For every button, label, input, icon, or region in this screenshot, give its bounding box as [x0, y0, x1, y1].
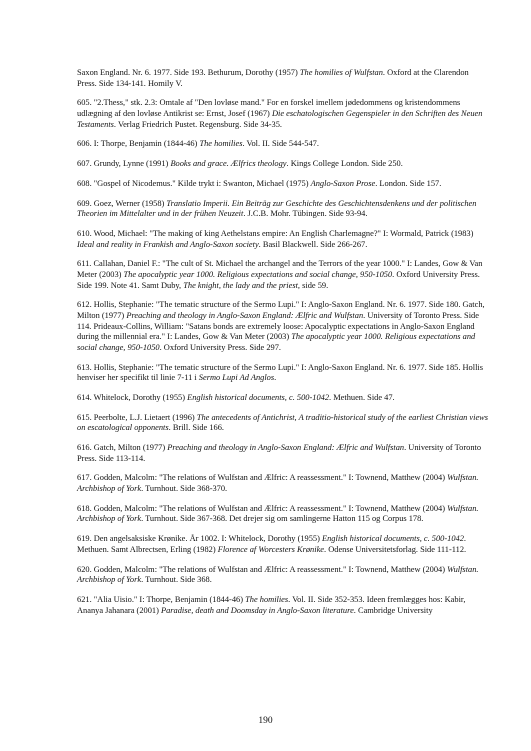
footnote — [77, 300, 489, 353]
footnotes-list — [77, 68, 489, 625]
footnote-text: 617. Godden, Malcolm: "The relations of Wulfstan and Ælfric: A reassessment." I: Townend, Matthew (2004) — [77, 473, 448, 483]
footnote-text: , side 59. — [297, 280, 329, 290]
footnote-text: . London. Side 157. — [375, 178, 442, 188]
footnote-text: . Vol. II. Side 544-547. — [242, 139, 319, 149]
footnote-text: . Turnhout. Side 367-368. Det drejer sig om samlingerne Hatton 115 og Corpus 178. — [141, 514, 424, 524]
footnote-text: 620. Godden, Malcolm: "The relations of Wulfstan and Ælfric: A reassessment." I: Townend, Matthew (2004) — [77, 564, 448, 574]
footnote-text: 615. Peerbolte, L.J. Lietaert (1996) — [77, 412, 197, 422]
footnote-title-italic: The apocalyptic year 1000. Religious expectations and social change, 950-1050 — [123, 270, 393, 280]
footnote-text: . Brill. Side 166. — [168, 423, 225, 433]
footnote-text: 612. Hollis, Stephanie: "The tematic structure of the Sermo Lupi." I: Anglo-Saxon England. Nr. 6. 1977. Side 180. Gatch, Milton (1977) — [77, 300, 485, 320]
footnote-text: 618. Godden, Malcolm: "The relations of Wulfstan and Ælfric: A reassessment." I: Townend, Matthew (2004) — [77, 503, 448, 513]
footnote-title-italic: Translatio Imperii. Ein Beiträg zur Geschichte des Geschichtensdenkens und der politischen Theorien im Mittelalter und in der frühen Neuzeit — [77, 198, 477, 219]
footnote — [77, 199, 489, 220]
footnote — [77, 393, 489, 404]
footnote-text: 619. Den angelsaksiske Krønike. År 1002. I: Whitelock, Dorothy (1955) — [77, 534, 322, 544]
footnote-title-italic: The homilies of Wulfstan — [299, 68, 383, 77]
footnote-text: 610. Wood, Michael: "The making of king Aethelstans empire: An English Charlemagne?" I: Wormald, Patrick (1983) — [77, 229, 474, 239]
footnote-title-italic: The homilies — [199, 139, 243, 149]
footnote-text: . J.C.B. Mohr. Tübingen. Side 93-94. — [243, 209, 368, 219]
footnote-text: . Turnhout. Side 368-370. — [141, 484, 228, 494]
footnote-title-italic: English historical documents, c. 500-1042 — [322, 534, 464, 544]
footnote — [77, 413, 489, 434]
footnote-text: . University of Toronto Press. Side 114. Prideaux-Collins, William: "Satans bonds are extremely loose: Apocalyptic expectations in Anglo-Saxon England during the millennial era." I: Landes, Gow & Van Meter (2003) — [77, 311, 479, 342]
footnote — [77, 473, 489, 494]
footnote — [77, 595, 489, 616]
footnote-text: . Oxford University Press. Side 199. Note 41. Samt Duby, — [77, 270, 480, 290]
footnote-text: . Kings College London. Side 250. — [286, 159, 403, 169]
footnote — [77, 98, 489, 130]
footnote-text: 609. Goez, Werner (1958) — [77, 198, 167, 208]
footnote-text: 621. "Alia Uisio." I: Thorpe, Benjamin (1844-46) — [77, 594, 246, 604]
footnote-text: . Basil Blackwell. Side 266-267. — [258, 239, 368, 249]
footnote-text: . Odense Universitetsforlag. Side 111-112. — [324, 544, 467, 554]
footnote-title-italic: Anglo-Saxon Prose — [310, 178, 376, 188]
footnote-title-italic: Sermo Lupi Ad Anglos — [198, 373, 275, 383]
footnote-text: 613. Hollis, Stephanie: "The tematic structure of the Sermo Lupi." I: Anglo-Saxon England. Nr. 6. 1977. Side 185. Hollis henviser her specifikt til linie 7-11 i — [77, 362, 483, 383]
footnote-title-italic: Ideal and reality in Frankish and Anglo-Saxon society — [77, 239, 259, 249]
footnote-title-italic: The homilies — [245, 594, 289, 604]
footnote-title-italic: The antecedents of Antichrist, A traditio-historical study of the earliest Christian views on escatological opponents — [77, 412, 489, 433]
footnote-text: 616. Gatch, Milton (1977) — [77, 443, 168, 453]
footnote-text: . Methuen. Samt Albrectsen, Erling (1982) — [77, 534, 466, 554]
footnote-text: . Vol. II. Side 352-353. Ideen fremlægges hos: Kabir, Ananya Jahanara (2001) — [77, 594, 466, 615]
footnote-text: . Oxford University Press. Side 297. — [159, 342, 282, 352]
footnote-text: 608. "Gospel of Nicodemus." Kilde trykt i: Swanton, Michael (1975) — [77, 178, 311, 188]
footnote-title-italic: Die eschatologischen Gegenspieler in den Schriften des Neuen Testaments — [77, 108, 483, 129]
footnote-text: . University of Toronto Press. Side 113-114. — [77, 443, 482, 463]
footnote-title-italic: Wulfstan. Archbishop of York — [77, 473, 479, 494]
footnote — [77, 68, 489, 89]
footnote — [77, 259, 489, 291]
footnote — [77, 443, 489, 464]
footnote-title-italic: Books and grace. Ælfrics theology — [170, 159, 287, 169]
footnote-text: 614. Whitelock, Dorothy (1955) — [77, 392, 188, 402]
footnote-title-italic: The knight, the lady and the priest — [183, 280, 298, 290]
footnote — [77, 159, 489, 170]
footnote-text: . Oxford at the Clarendon Press. Side 134-141. Homily V. — [77, 68, 469, 88]
footnote-title-italic: Preaching and theology in Anglo-Saxon England: Ælfric and Wulfstan — [167, 443, 405, 453]
footnote — [77, 504, 489, 525]
footnote-text: 611. Callahan, Daniel F.: "The cult of St. Michael the archangel and the Terrors of the year 1000." I: Landes, Gow & Van Meter (2003) — [77, 259, 483, 280]
footnote-title-italic: Florence af Worcesters Krønike — [217, 544, 325, 554]
footnote-title-italic: Paradise, death and Doomsday in Anglo-Saxon literature — [160, 605, 354, 615]
footnote-text: . — [274, 373, 277, 383]
footnote-text: Saxon England. Nr. 6. 1977. Side 193. Bethurum, Dorothy (1957) — [77, 68, 300, 77]
page-number: 190 — [258, 716, 273, 726]
footnote-text: . Cambridge University — [353, 605, 433, 615]
footnote-title-italic: English historical documents, c. 500-1042 — [187, 392, 330, 402]
footnote-text: 605. "2.Thess," stk. 2.3: Omtale af "Den lovløse mand." For en forskel imellem jødedommens og kristendommens udlægning af den lovløse Antikrist se: Ernst, Josef (1967) — [77, 98, 461, 118]
footnote-text: . Turnhout. Side 368. — [141, 575, 212, 585]
footnote-title-italic: The apocalyptic year 1000. Religious expectations and social change, 950-1050 — [77, 332, 476, 352]
footnote — [77, 363, 489, 384]
footnote-text: 606. I: Thorpe, Benjamin (1844-46) — [77, 139, 200, 149]
footnote-title-italic: Preaching and theology in Anglo-Saxon England: Ælfric and Wulfstan — [126, 311, 364, 320]
footnote-title-italic: Wulfstan. Archbishop of York — [77, 503, 479, 524]
footnote-text: 607. Grundy, Lynne (1991) — [77, 159, 171, 169]
footnote — [77, 229, 489, 250]
footnote-text: . Methuen. Side 47. — [329, 392, 395, 402]
footnote-title-italic: Wulfstan. Archbishop of York — [77, 564, 479, 585]
footnote-text: . Verlag Friedrich Pustet. Regensburg. Side 34-35. — [113, 119, 283, 129]
footnote — [77, 565, 489, 586]
footnote — [77, 139, 489, 150]
footnote — [77, 179, 489, 190]
footnote — [77, 534, 489, 555]
